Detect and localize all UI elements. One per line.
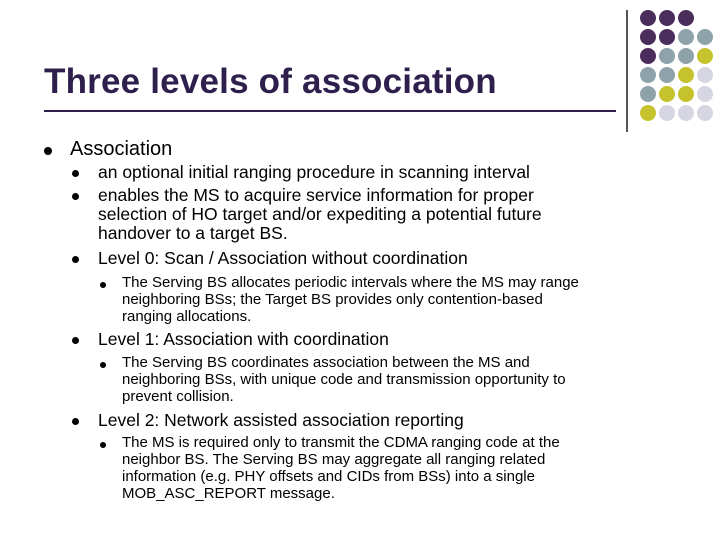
bullet-dot (72, 170, 79, 177)
bullet-dot (100, 362, 106, 368)
bullet-dot (44, 147, 52, 155)
bullet-enables-ms-line1: enables the MS to acquire service information for proper (98, 185, 534, 205)
bullet-association: Association (70, 138, 173, 160)
bullet-level2: Level 2: Network assisted association reporting (98, 410, 464, 430)
level1-detail-line1: The Serving BS coordinates association between the MS and (122, 354, 530, 371)
level2-detail-line2: neighbor BS. The Serving BS may aggregate all ranging related (122, 451, 546, 468)
bullet-dot (72, 337, 79, 344)
slide-title: Three levels of association (44, 62, 497, 101)
bullet-dot (72, 193, 79, 200)
bullet-dot (100, 442, 106, 448)
level2-detail-line1: The MS is required only to transmit the CDMA ranging code at the (122, 434, 560, 451)
level1-detail-line2: neighboring BSs, with unique code and transmission opportunity to (122, 371, 566, 388)
bullet-enables-ms-line2: selection of HO target and/or expediting a potential future (98, 204, 542, 224)
bullet-dot (100, 282, 106, 288)
bullet-enables-ms-line3: handover to a target BS. (98, 223, 288, 243)
level0-detail-line3: ranging allocations. (122, 308, 252, 325)
bullet-optional-ranging: an optional initial ranging procedure in scanning interval (98, 162, 530, 182)
level2-detail-line3: information (e.g. PHY offsets and CIDs from BSs) into a single (122, 468, 535, 485)
bullet-dot (72, 256, 79, 263)
bullet-level1: Level 1: Association with coordination (98, 329, 389, 349)
level0-detail-line2: neighboring BSs; the Target BS provides only contention-based (122, 291, 543, 308)
bullet-dot (72, 418, 79, 425)
bullet-level0: Level 0: Scan / Association without coordination (98, 248, 468, 268)
level1-detail-line3: prevent collision. (122, 388, 234, 405)
level0-detail-line1: The Serving BS allocates periodic intervals where the MS may range (122, 274, 579, 291)
level2-detail-line4: MOB_ASC_REPORT message. (122, 485, 335, 502)
